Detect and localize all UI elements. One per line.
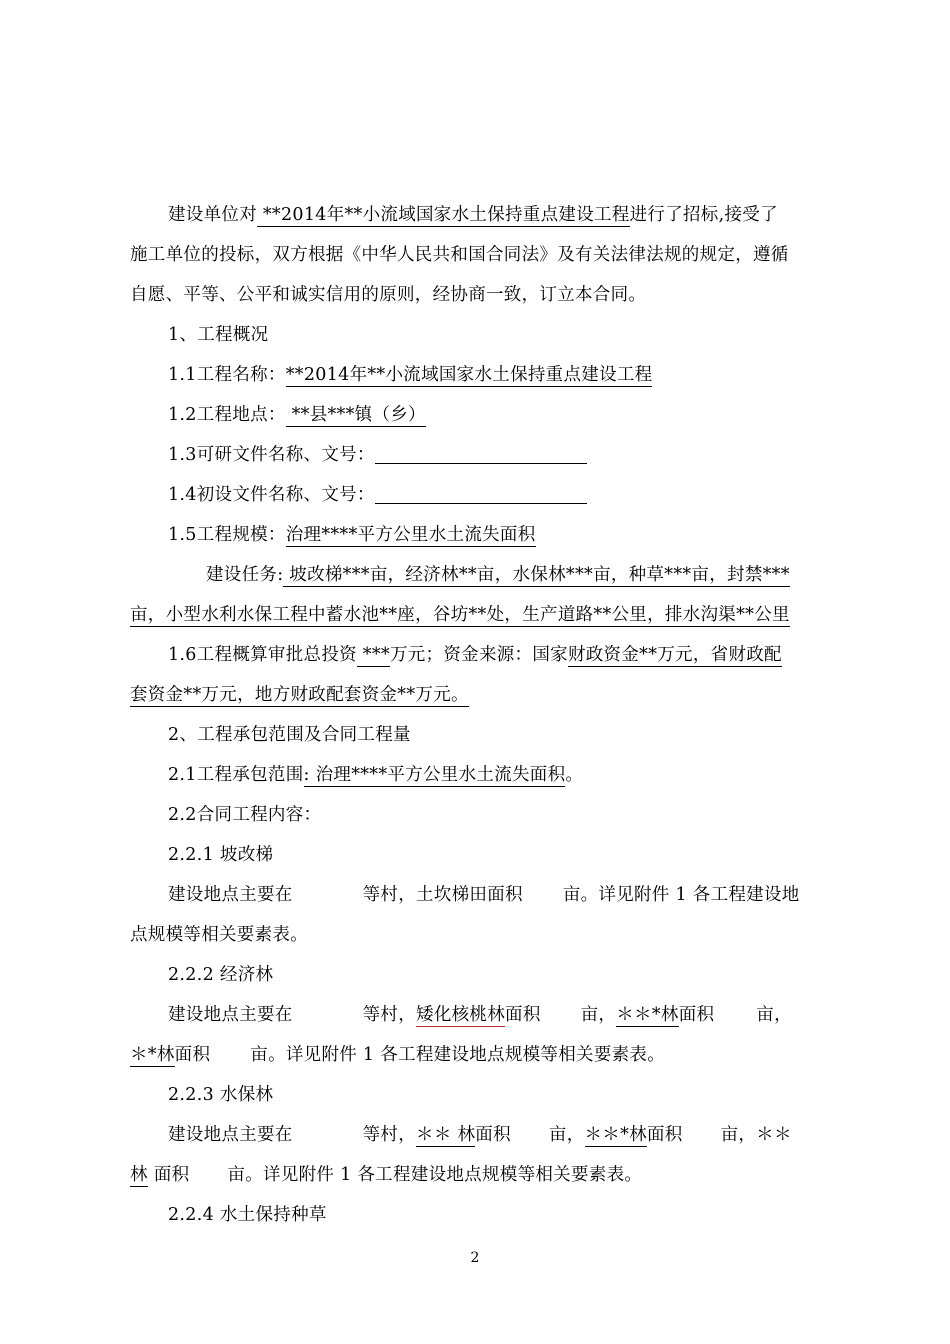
construction-task-line-2	[130, 595, 835, 635]
section-2-heading: 2、工程承包范围及合同工程量	[168, 725, 411, 745]
forest-type-blank: ＊＊*林	[584, 1125, 647, 1145]
investment-label: 1.6工程概算审批总投资	[168, 645, 357, 665]
grass-planting-heading: 2.2.4 水土保持种草	[168, 1205, 327, 1225]
soil-forest-heading: 2.2.3 水保林	[168, 1085, 274, 1105]
forest-type-blank: ＊*林	[130, 1045, 175, 1065]
section-1-heading: 1、工程概况	[168, 325, 269, 345]
text: 亩，	[720, 1125, 757, 1145]
text: 亩，	[548, 1125, 585, 1145]
construction-task-value: 坡改梯***亩，经济林**亩，水保林***亩，种草***亩，封禁***	[283, 565, 790, 585]
soil-forest-line-1	[130, 1115, 835, 1155]
project-scale-label: 1.5工程规模：	[168, 525, 286, 545]
project-location-label: 1.2工程地点：	[168, 405, 286, 425]
project-name-row	[130, 355, 835, 395]
page-number: 2	[470, 1250, 480, 1266]
forest-type-blank: 林	[130, 1165, 148, 1185]
walnut-forest-term: 矮化核桃林	[416, 1005, 506, 1025]
contract-scope-row	[130, 755, 835, 795]
feasibility-doc-row	[130, 435, 835, 475]
economic-forest-line-1	[130, 995, 835, 1035]
text: 面积	[678, 1005, 715, 1025]
contract-scope-label: 2.1工程承包范围	[168, 765, 304, 785]
text: 建设地点主要在	[168, 885, 293, 905]
text: 面积	[646, 1125, 683, 1145]
text: 亩。详见附件 1 各工程建设地点规模等相关要素表。	[250, 1045, 666, 1065]
project-location-value: **县***镇（乡）	[285, 405, 426, 425]
text: 建设地点主要在	[168, 1005, 293, 1025]
initial-design-doc-row	[130, 475, 835, 515]
economic-forest-line-2	[130, 1035, 835, 1075]
contract-scope-end: 。	[565, 765, 584, 785]
contract-scope-value: : 治理****平方公里水土流失面积	[303, 765, 566, 785]
text: 等村，土坎梯田面积	[362, 885, 523, 905]
text: 建设地点主要在	[168, 1125, 293, 1145]
text: 亩。详见附件 1 各工程建设地	[562, 885, 800, 905]
project-name-underlined: **2014年**小流域国家水土保持重点建设工程	[257, 205, 630, 225]
construction-task-label: 建设任务:	[206, 565, 284, 585]
forest-type-blank: ＊＊ 林	[416, 1125, 476, 1145]
intro-line-1	[130, 195, 835, 235]
text: 亩。详见附件 1 各工程建设地点规模等相关要素表。	[227, 1165, 643, 1185]
text: 面积	[174, 1045, 211, 1065]
intro-text: 建设单位对	[168, 205, 257, 225]
text: 等村，	[362, 1005, 417, 1025]
investment-funds: 财政资金**万元，省财政配	[567, 645, 782, 665]
text: 面积	[475, 1125, 511, 1145]
slope-terrace-line-1	[130, 875, 835, 915]
text: 亩，	[756, 1005, 792, 1025]
project-name-value: **2014年**小流域国家水土保持重点建设工程	[285, 365, 653, 385]
feasibility-doc-label: 1.3可研文件名称、文号：	[168, 445, 375, 465]
feasibility-doc-blank	[375, 441, 587, 464]
intro-line-2: 施工单位的投标，双方根据《中华人民共和国合同法》及有关法律法规的规定，遵循	[130, 245, 789, 265]
text: 面积	[153, 1165, 190, 1185]
slope-terrace-line-2: 点规模等相关要素表。	[130, 925, 308, 945]
project-scale-row	[130, 515, 835, 555]
construction-task-value: 亩，小型水利水保工程中蓄水池**座，谷坊**处，生产道路**公里，排水沟渠**公里	[130, 605, 790, 625]
investment-value: ***	[356, 645, 390, 665]
investment-line-2	[130, 675, 835, 715]
contract-content-heading: 2.2合同工程内容：	[168, 805, 322, 825]
investment-funds: 套资金**万元，地方财政配套资金**万元。	[130, 685, 469, 705]
project-scale-value: 治理****平方公里水土流失面积	[285, 525, 536, 545]
text: 亩，	[580, 1005, 617, 1025]
forest-type-blank: ＊＊*林	[616, 1005, 679, 1025]
soil-forest-line-2	[130, 1155, 835, 1195]
initial-design-doc-label: 1.4初设文件名称、文号：	[168, 485, 375, 505]
text: 面积	[505, 1005, 541, 1025]
investment-line-1	[130, 635, 835, 675]
intro-text: 进行了招标,接受了	[629, 205, 778, 225]
investment-text: 万元；资金来源：国家	[389, 645, 568, 665]
project-name-label: 1.1工程名称：	[168, 365, 286, 385]
economic-forest-heading: 2.2.2 经济林	[168, 965, 274, 985]
text: ＊＊	[756, 1125, 792, 1145]
slope-terrace-heading: 2.2.1 坡改梯	[168, 845, 274, 865]
text: 等村，	[362, 1125, 417, 1145]
construction-task-line-1	[130, 555, 835, 595]
project-location-row	[130, 395, 835, 435]
initial-design-doc-blank	[375, 481, 587, 504]
intro-line-3: 自愿、平等、公平和诚实信用的原则，经协商一致，订立本合同。	[130, 285, 647, 305]
